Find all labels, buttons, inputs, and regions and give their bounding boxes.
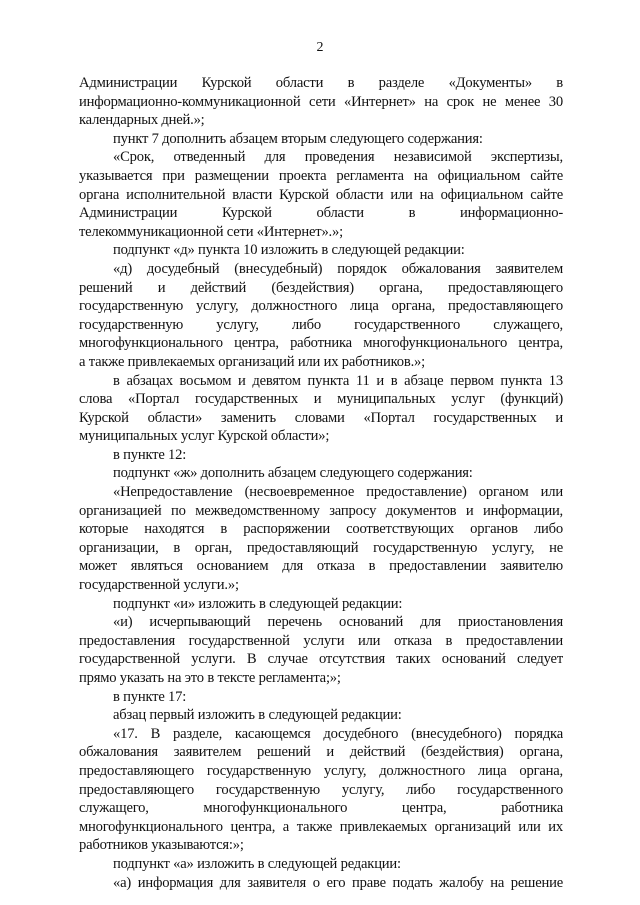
text-line: пункт 7 дополнить абзацем вторым следующего содержания: — [113, 130, 483, 147]
text-line: информационно-коммуникационной сети «Интернет» на срок не менее 30 — [79, 93, 563, 110]
text-line: «Непредоставление (несвоевременное предоставление) органом или — [113, 484, 563, 501]
text-line: телекоммуникационной сети «Интернет».»; — [79, 223, 343, 240]
text-line: календарных дней.»; — [79, 112, 205, 129]
text-line: предоставляющего государственную услугу, должностного лица органа, — [79, 762, 563, 779]
text-line: многофункционального центра, работника многофункционального центра, — [79, 335, 563, 352]
text-line: работников указываются:»; — [79, 837, 244, 854]
text-line: органа исполнительной власти Курской области или на официальном сайте — [79, 186, 563, 203]
text-line: абзац первый изложить в следующей редакции: — [113, 707, 402, 724]
text-line: государственной услуги. В случае отсутствия таких оснований следует — [79, 651, 563, 668]
text-line: в пункте 12: — [113, 446, 187, 463]
text-line: многофункционального центра, а также привлекаемых организаций или их — [79, 818, 563, 835]
text-line: в абзацах восьмом и девятом пункта 11 и в абзаце первом пункта 13 — [113, 372, 563, 389]
text-line: государственную услугу, либо государственного служащего, — [79, 316, 563, 333]
text-line: Администрации Курской области в информационно- — [79, 205, 563, 222]
text-line: может являться основанием для отказа в предоставлении заявителю — [79, 558, 563, 575]
text-line: «а) информация для заявителя о его праве подать жалобу на решение — [113, 874, 563, 891]
text-line: организацией по межведомственному запросу документов и информации, — [79, 502, 563, 519]
text-line: слова «Портал государственных и муниципальных услуг (функций) — [79, 391, 563, 408]
text-line: организации, в орган, предоставляющий государственную услугу, не — [79, 539, 563, 556]
text-line: государственной услуги.»; — [79, 577, 239, 594]
text-line: а также привлекаемых организаций или их работников.»; — [79, 353, 425, 370]
text-line: подпункт «а» изложить в следующей редакции: — [113, 855, 401, 872]
document-body — [79, 74, 563, 892]
text-line: «17. В разделе, касающемся досудебного (внесудебного) порядка — [113, 725, 563, 742]
text-line: Курской области» заменить словами «Портал государственных и — [79, 409, 563, 426]
text-line: подпункт «д» пункта 10 изложить в следующей редакции: — [113, 242, 465, 259]
text-line: Администрации Курской области в разделе «Документы» в — [79, 75, 563, 91]
text-line: обжалования заявителем решений и действий (бездействия) органа, — [79, 744, 563, 761]
text-line: служащего, многофункционального центра, работника — [79, 800, 563, 817]
text-line: указывается при размещении проекта регламента на официальном сайте — [79, 167, 563, 184]
page-number: 2 — [316, 40, 324, 55]
text-line: предоставления государственной услуги или отказа в предоставлении — [79, 632, 563, 649]
text-line: «и) исчерпывающий перечень оснований для приостановления — [113, 614, 563, 631]
text-line: подпункт «ж» дополнить абзацем следующего содержания: — [113, 465, 473, 482]
text-line: муниципальных услуг Курской области»; — [79, 428, 330, 445]
text-line: которые находятся в распоряжении соответствующих органов либо — [79, 521, 563, 538]
text-line: прямо указать на это в тексте регламента;»; — [79, 670, 341, 686]
text-line: государственную услугу, должностного лица органа, предоставляющего — [79, 298, 563, 315]
text-line: «Срок, отведенный для проведения независимой экспертизы, — [113, 149, 563, 166]
text-line: в пункте 17: — [113, 688, 187, 705]
text-line: решений и действий (бездействия) органа, предоставляющего — [79, 279, 563, 296]
text-line: предоставляющего государственную услугу, либо государственного — [79, 781, 563, 798]
text-line: подпункт «и» изложить в следующей редакции: — [113, 595, 403, 612]
text-line: «д) досудебный (внесудебный) порядок обжалования заявителем — [113, 260, 563, 277]
